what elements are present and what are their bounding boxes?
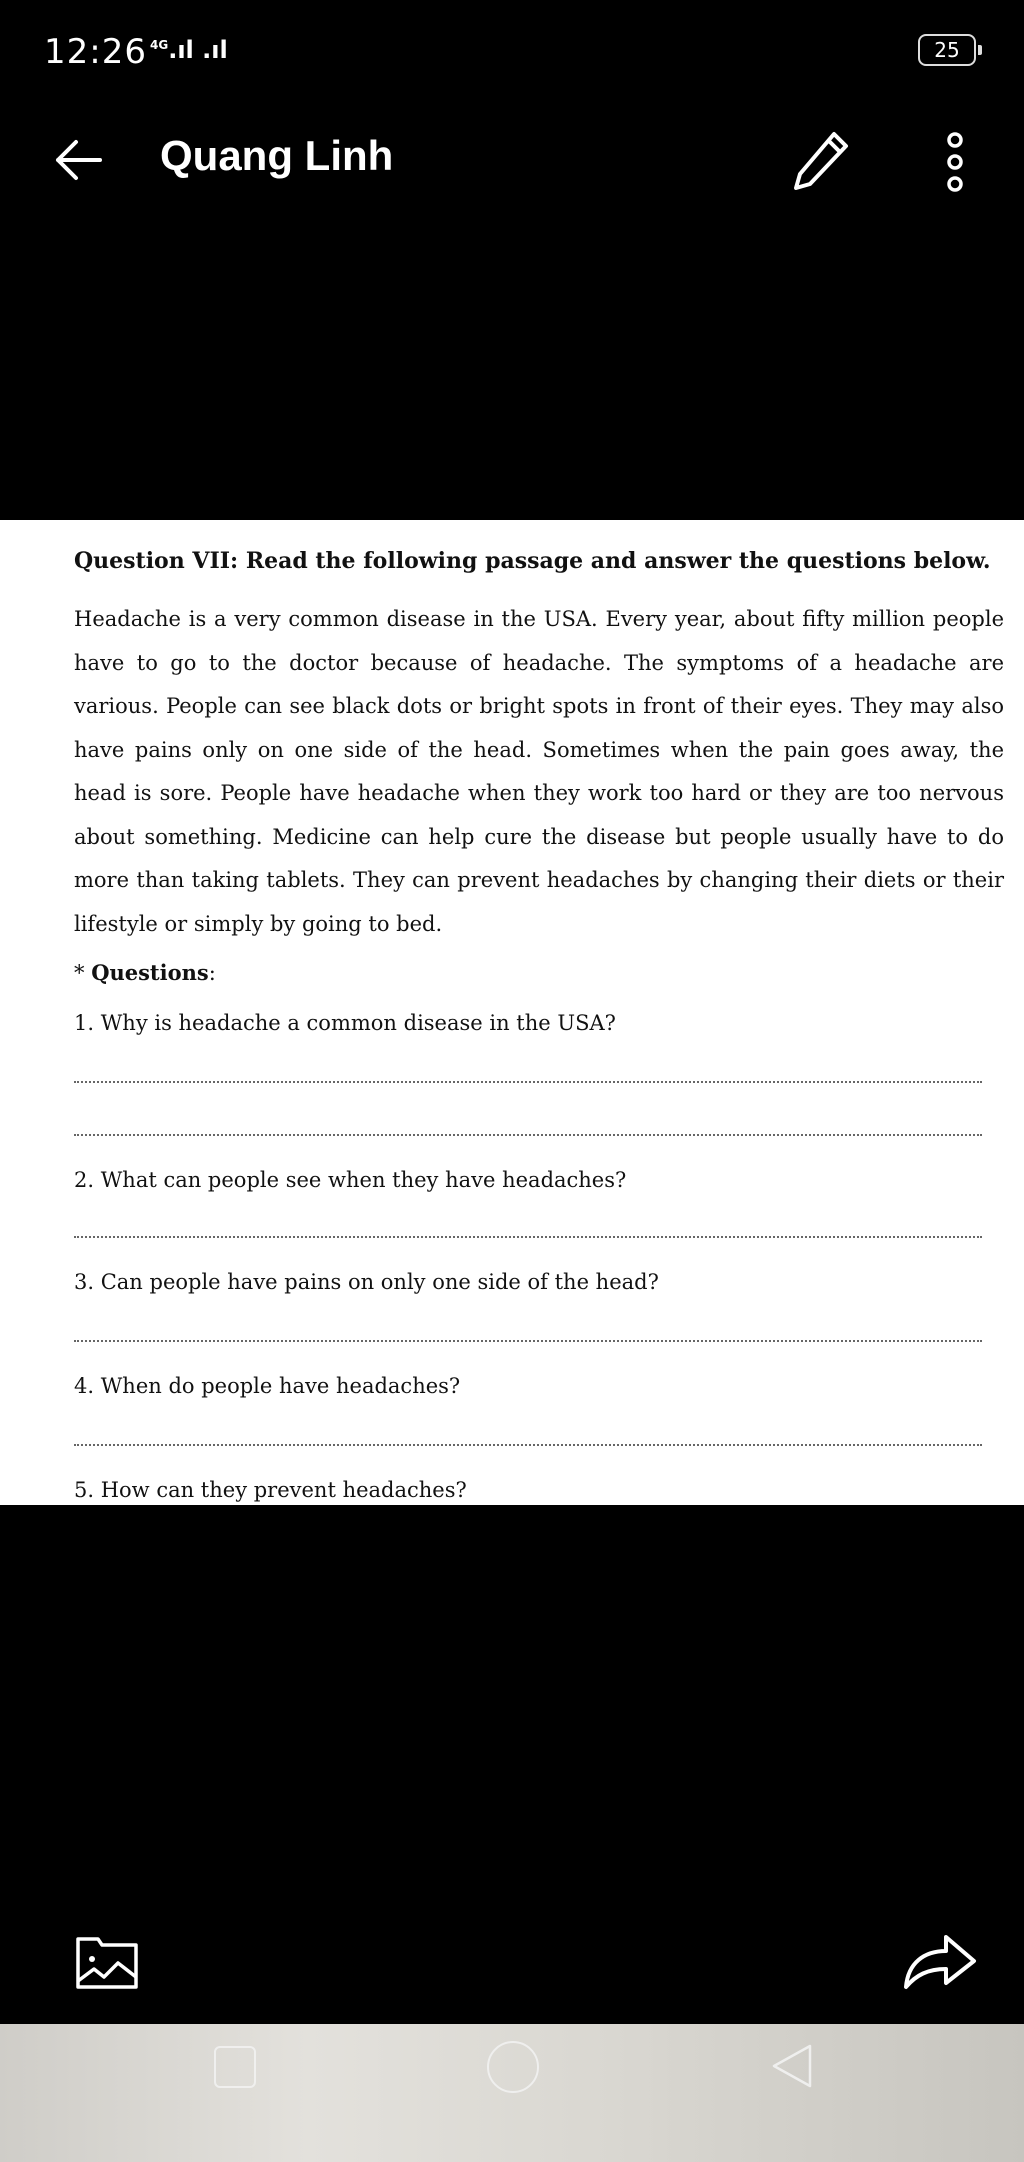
page-title: Quang Linh xyxy=(160,132,394,179)
status-time: 12:26 xyxy=(44,32,147,72)
share-button[interactable] xyxy=(900,1925,980,1995)
document-image[interactable] xyxy=(0,520,1024,1505)
more-vertical-icon xyxy=(940,130,970,194)
more-options-button[interactable] xyxy=(940,130,970,194)
arrow-left-icon xyxy=(48,130,108,190)
triangle-back-icon xyxy=(770,2042,814,2090)
share-icon xyxy=(900,1925,980,1995)
signal-icon: $^{4G}$.ıl .ıl xyxy=(150,36,228,64)
questions-label: * Questions: xyxy=(74,960,216,985)
gallery-button[interactable] xyxy=(72,1925,142,1995)
question-1: 1. Why is headache a common disease in the USA? xyxy=(74,1011,616,1035)
question-4: 4. When do people have headaches? xyxy=(74,1374,461,1398)
nav-back-button[interactable] xyxy=(770,2042,814,2090)
battery-indicator: 25 xyxy=(918,34,976,66)
question-3: 3. Can people have pains on only one side of the head? xyxy=(74,1270,659,1294)
recent-apps-button[interactable] xyxy=(214,2046,256,2088)
passage-text: Headache is a very common disease in the USA. Every year, about fifty million people have to go to the doctor because of headache. The symptoms of a headache are various. People can see black dots or bright spots in front of their eyes. They may also have pains only on one side of the head. Sometimes when the pain goes away, the head is sore. People have headache when they work too hard or they are too nervous about something. Medicine can help cure the disease but people usually have to do more than taking tablets. They can prevent headaches by changing their diets or their lifestyle or simply by going to bed. xyxy=(74,607,1004,936)
edit-button[interactable] xyxy=(790,128,850,192)
question-heading: Question VII: Read the following passage and answer the questions below. xyxy=(74,548,991,574)
questions-label-text: Questions xyxy=(91,960,209,985)
question-2: 2. What can people see when they have headaches? xyxy=(74,1168,627,1192)
pencil-icon xyxy=(790,128,850,192)
back-button[interactable] xyxy=(48,130,108,190)
home-button[interactable] xyxy=(487,2041,539,2093)
gallery-icon xyxy=(72,1925,142,1995)
network-type: 4G xyxy=(150,38,169,52)
question-5: 5. How can they prevent headaches? xyxy=(74,1478,467,1502)
